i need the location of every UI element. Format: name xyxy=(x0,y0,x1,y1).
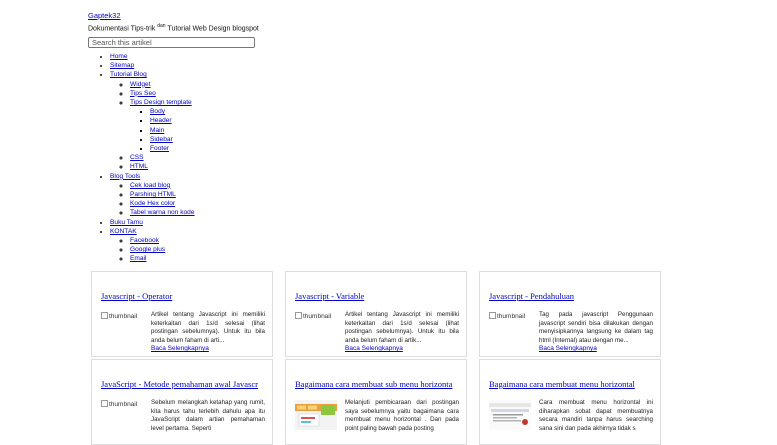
post-title-link[interactable]: JavaScript - Metode pemahaman awal Javascr xyxy=(101,379,258,389)
post-snippet xyxy=(151,399,265,433)
post-card xyxy=(285,271,467,357)
post-title-link[interactable]: Bagaimana cara membuat sub menu horizonta xyxy=(295,379,453,389)
nav-body[interactable]: Body xyxy=(150,108,166,116)
tagline-sup: dan xyxy=(157,23,166,29)
post-snippet xyxy=(151,311,265,353)
post-card xyxy=(479,359,661,445)
nav-email[interactable]: Email xyxy=(130,255,147,263)
search-input[interactable] xyxy=(88,37,255,48)
thumbnail-alt: thumbnail xyxy=(109,401,138,408)
thumbnail-image[interactable] xyxy=(295,312,335,322)
nav-main[interactable]: Main xyxy=(150,126,165,134)
post-snippet xyxy=(539,311,653,353)
nav-cek-load-blog[interactable]: Cek load blog xyxy=(130,181,171,189)
nav-tutorial-blog[interactable]: Tutorial Blog xyxy=(110,71,147,79)
nav-parshing-html[interactable]: Parshing HTML xyxy=(130,191,176,199)
post-card xyxy=(285,359,467,445)
nav-facebook[interactable]: Facebook xyxy=(130,237,159,245)
post-snippet xyxy=(345,311,459,353)
read-more-link[interactable]: Baca Selengkapnya xyxy=(151,345,209,352)
nav-html[interactable]: HTML xyxy=(130,163,148,171)
thumbnail-image[interactable] xyxy=(101,312,141,322)
nav-widget[interactable]: Widget xyxy=(130,80,151,88)
nav-kontak[interactable]: KONTAK xyxy=(110,227,137,235)
nav-header[interactable]: Header xyxy=(150,117,172,125)
post-snippet xyxy=(539,399,653,433)
nav-blog-tools[interactable]: Blog Tools xyxy=(110,172,141,180)
nav-tips-design-template[interactable]: Tips Design template xyxy=(130,99,192,107)
snippet-text: Sebelum melangkah ketahap yang rumit, kita harus tahu terlebih dahulu apa itu JavaScript dalam artian pemahaman level pertama. Seperti xyxy=(151,399,265,432)
snippet-text: Tag pada javascript Penggunaan javascript sendiri bisa dilakukan dengan menyisipkannya langsung ke dalam tag html (Internal) atau dengan me... xyxy=(539,311,653,344)
post-card xyxy=(479,271,661,357)
tagline-part: Tutorial Web Design blogspot xyxy=(167,25,259,33)
thumbnail-image[interactable] xyxy=(101,400,141,410)
thumbnail-alt: thumbnail xyxy=(109,313,138,320)
nav-google-plus[interactable]: Google plus xyxy=(130,246,166,254)
nav-tabel-warna[interactable]: Tabel warna non kode xyxy=(130,209,195,217)
post-title-link[interactable]: Javascript - Operator xyxy=(101,291,173,301)
nav-css[interactable]: CSS xyxy=(130,154,144,162)
snippet-text: Melanjuti pembicaraan dari postingan saya sebelumnya yaitu bagaimana cara membuat menu horizontal . Dan pada point paling bawah pada posting xyxy=(345,399,459,432)
nav-footer[interactable]: Footer xyxy=(150,145,170,153)
snippet-text: Artikel tentang Javascript ini memiliki keterkaitan dari 1s/d selesai (lihat postingan sebelumnya). Untuk itu bila anda belum faham di arti... xyxy=(151,311,265,344)
snippet-text: Artikel tentang Javascript ini memiliki keterkaitan dari 1s/d selesai (lihat postingan sebelumnya). Untuk itu bila anda belum faham di artik... xyxy=(345,311,459,344)
tagline-part: Dokumentasi Tips-trik xyxy=(88,25,156,33)
menu-thumbnail-image[interactable] xyxy=(295,400,337,430)
snippet-text: Cara membuat menu horizontal ini diharapkan sobat dapat membuatnya secara mandiri tanpa harus searching sana sini dan pada akhirnya tidak s xyxy=(539,399,653,432)
read-more-link[interactable]: Baca Selengkapnya xyxy=(539,345,597,352)
site-tagline xyxy=(88,23,259,32)
post-card xyxy=(91,271,273,357)
broken-image-icon xyxy=(101,312,108,319)
nav-kode-hex-color[interactable]: Kode Hex color xyxy=(130,200,176,208)
post-card xyxy=(91,359,273,445)
nav-sitemap[interactable]: Sitemap xyxy=(110,62,135,70)
menu-thumbnail-image[interactable] xyxy=(489,400,531,430)
thumbnail-image[interactable] xyxy=(489,312,529,322)
post-snippet xyxy=(345,399,459,433)
blog-header xyxy=(88,11,259,50)
post-title-link[interactable]: Javascript - Variable xyxy=(295,291,365,301)
post-title-link[interactable]: Bagaimana cara membuat menu horizontal xyxy=(489,379,635,389)
nav-sidebar[interactable]: Sidebar xyxy=(150,135,173,143)
broken-image-icon xyxy=(489,312,496,319)
thumbnail-alt: thumbnail xyxy=(497,313,526,320)
thumbnail-alt: thumbnail xyxy=(303,313,332,320)
nav-home[interactable]: Home xyxy=(110,53,128,60)
broken-image-icon xyxy=(295,312,302,319)
site-title-link[interactable]: Gaptek32 xyxy=(88,11,121,20)
post-title-link[interactable]: Javascript - Pendahuluan xyxy=(489,291,574,301)
nav-buku-tamu[interactable]: Buku Tamu xyxy=(110,218,143,226)
main-navigation xyxy=(88,52,195,264)
read-more-link[interactable]: Baca Selengkapnya xyxy=(345,345,403,352)
broken-image-icon xyxy=(101,400,108,407)
nav-tips-seo[interactable]: Tips Seo xyxy=(130,89,156,97)
